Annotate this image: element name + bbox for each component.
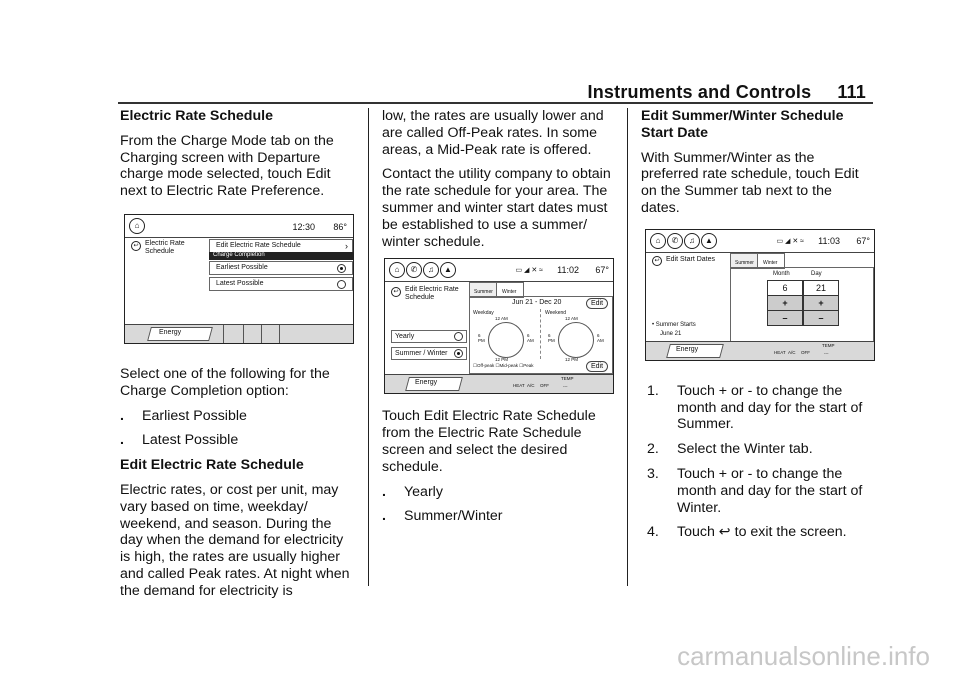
list-item: . Yearly: [382, 483, 443, 500]
back-icon[interactable]: ↩: [391, 287, 401, 297]
step-item: 2. Select the Winter tab.: [647, 441, 813, 458]
clock: 12:30: [292, 222, 315, 232]
home-icon[interactable]: ⌂: [129, 218, 145, 234]
column-1: [120, 108, 352, 608]
paragraph: From the Charge Mode tab on the Charging screen with Departure charge mode selected, touch Edit next to Electric Rate Preference.: [120, 132, 334, 200]
chevron-right-icon: ›: [345, 241, 348, 251]
heading-electric-rate-schedule: Electric Rate Schedule: [120, 108, 273, 124]
tab-summer[interactable]: Summer: [469, 282, 497, 298]
status-icons: ▭ ◢ ✕ ≈: [776, 238, 804, 245]
step-item: 4. Touch ↩ to exit the screen.: [647, 524, 847, 541]
screen-edit-electric-rate: ⌂ ✆ ♫ ▲ ▭ ◢ ✕ ≈ 11:02 67° ↩ Edit Electric Rate Schedule Summer Winter Jun 21 - Dec 20 Edit Weekday Weekend 12 AM 12 AM 12 PM 12 PM 6 PM 6 AM 6 PM 6 AM ☐Off-peak ☐Mid-peak ☐Peak Edit Yearly Summer / Winter Energy HEAT A/C OFF TEMP ---: [384, 258, 614, 394]
month-value: 6: [767, 280, 803, 296]
home-icon[interactable]: ⌂: [389, 262, 405, 278]
paragraph: low, the rates are usually lower and are called Off-Peak rates. In some areas, a Mid-Peak rate is offered.: [382, 108, 604, 158]
day-plus-button[interactable]: +: [803, 295, 839, 311]
summer-starts-date: June 21: [660, 331, 682, 337]
page-number: 111: [837, 82, 866, 102]
edit-button-2[interactable]: Edit: [586, 361, 608, 372]
back-icon[interactable]: ↩: [652, 256, 662, 266]
music-icon[interactable]: ♫: [684, 233, 700, 249]
phone-icon[interactable]: ✆: [667, 233, 683, 249]
watermark: carmanualsonline.info: [677, 641, 930, 671]
status-icons: ▭ ◢ ✕ ≈: [515, 267, 543, 274]
step-item: 3. Touch + or - to change the month and day for the start of Winter.: [647, 465, 863, 516]
screen-edit-start-dates: ⌂ ✆ ♫ ▲ ▭ ◢ ✕ ≈ 11:03 67° ↩ Edit Start Dates Summer Winter Month Day 6 21 + + – – • Summer Starts June 21 Energy HEAT A/C OFF TEMP ---: [645, 229, 875, 361]
start-date-panel: Month Day 6 21 + + – –: [730, 267, 874, 343]
weekend-clock: [558, 322, 594, 358]
screen-title: Electric Rate Schedule: [145, 240, 185, 255]
screen-electric-rate-schedule: [124, 214, 354, 344]
section-bar: Charge Completion: [209, 252, 353, 260]
clock: 11:03: [818, 236, 840, 246]
legend: ☐Off-peak ☐Mid-peak ☐Peak: [473, 363, 534, 368]
edit-button[interactable]: Edit: [586, 298, 608, 309]
tab-summer[interactable]: Summer: [730, 253, 758, 269]
heading-edit-start-date: Edit Summer/Winter Schedule Start Date: [641, 108, 844, 141]
energy-label: Energy: [415, 379, 438, 386]
navigation-icon[interactable]: ▲: [701, 233, 717, 249]
month-plus-button[interactable]: +: [767, 295, 803, 311]
option-earliest[interactable]: Earliest Possible: [209, 261, 353, 275]
music-icon[interactable]: ♫: [423, 262, 439, 278]
tab-winter[interactable]: Winter: [496, 282, 524, 298]
paragraph: Touch Edit Electric Rate Schedule from the Electric Rate Schedule screen and select the desired schedule.: [382, 408, 596, 475]
energy-label: Energy: [676, 346, 699, 353]
navigation-icon[interactable]: ▲: [440, 262, 456, 278]
radio-selected[interactable]: [337, 264, 346, 273]
schedule-panel: Jun 21 - Dec 20 Edit Weekday Weekend 12 AM 12 AM 12 PM 12 PM 6 PM 6 AM 6 PM 6 AM ☐Off-peak ☐Mid-peak ☐Peak Edit: [469, 296, 613, 374]
header-rule: [118, 102, 873, 104]
column-divider: [368, 108, 369, 586]
screen-title: Edit Electric Rate Schedule: [405, 286, 459, 301]
radio-unselected[interactable]: [337, 280, 346, 289]
temperature: 67°: [856, 236, 870, 246]
temperature: 86°: [333, 222, 347, 232]
paragraph: With Summer/Winter as the preferred rate schedule, touch Edit on the Summer tab next to the dates.: [641, 149, 859, 216]
list-item: . Summer/Winter: [382, 508, 503, 525]
option-summer-winter[interactable]: Summer / Winter: [391, 347, 467, 360]
temperature: 67°: [595, 265, 609, 275]
list-item: . Earliest Possible: [120, 407, 247, 424]
energy-label: Energy: [159, 329, 182, 336]
step-item: 1. Touch + or - to change the month and day for the start of Summer.: [647, 382, 863, 433]
option-yearly[interactable]: Yearly: [391, 330, 467, 343]
screen-title: Edit Start Dates: [666, 256, 716, 263]
summer-starts-label: • Summer Starts: [652, 322, 696, 328]
column-divider: [627, 108, 628, 586]
back-icon[interactable]: ↩: [131, 241, 141, 251]
day-value: 21: [803, 280, 839, 296]
home-icon[interactable]: ⌂: [650, 233, 666, 249]
section-title: Instruments and Controls: [587, 82, 812, 102]
clock: 11:02: [557, 265, 579, 275]
paragraph: Electric rates, or cost per unit, may vary based on time, weekday/ weekend, and season. During the day when the demand for electricity is high, the rates are usually higher and called Peak rates. At night when the demand for electricity is: [120, 481, 350, 599]
phone-icon[interactable]: ✆: [406, 262, 422, 278]
paragraph: Select one of the following for the Charge Completion option:: [120, 365, 330, 399]
list-item: . Latest Possible: [120, 432, 239, 449]
heading-edit-electric-rate-schedule: Edit Electric Rate Schedule: [120, 457, 304, 474]
edit-rate-row[interactable]: Edit Electric Rate Schedule ›: [209, 239, 353, 253]
day-minus-button[interactable]: –: [803, 310, 839, 326]
page-header: [588, 82, 866, 103]
option-latest[interactable]: Latest Possible: [209, 277, 353, 291]
radio-unselected[interactable]: [454, 332, 463, 341]
weekday-clock: [488, 322, 524, 358]
paragraph: Contact the utility company to obtain the rate schedule for your area. The summer and winter start dates must be established to use a summer/ winter schedule.: [382, 166, 611, 250]
tab-winter[interactable]: Winter: [757, 253, 785, 269]
radio-selected[interactable]: [454, 349, 463, 358]
month-minus-button[interactable]: –: [767, 310, 803, 326]
date-range: Jun 21 - Dec 20: [512, 299, 562, 306]
